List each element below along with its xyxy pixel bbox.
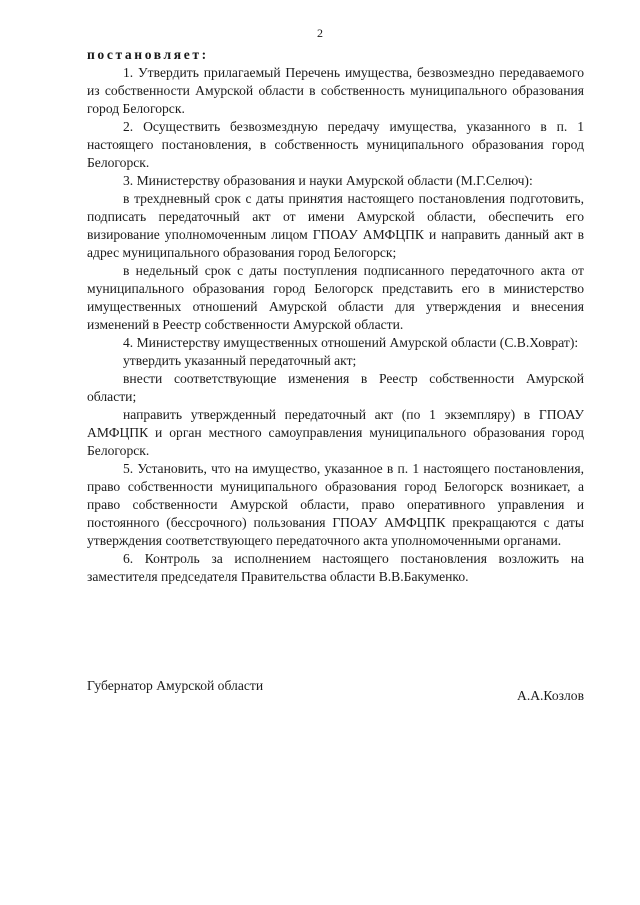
paragraph-4: 4. Министерству имущественных отношений Амурской области (С.В.Ховрат):	[123, 335, 579, 350]
signatory-position: Губернатор Амурской области	[87, 678, 264, 693]
paragraph-2: 2. Осуществить безвозмездную передачу имущества, указанного в п. 1 настоящего постановления, в собственность муниципального образования город Белогорск.	[87, 119, 584, 170]
paragraph-4-item-2: внести соответствующие изменения в Реестр собственности Амурской области;	[87, 371, 584, 404]
paragraph-4-item-3: направить утвержденный передаточный акт (по 1 экземпляру) в ГПОАУ АМФЦПК и орган местного самоуправления муниципального образования город Белогорск.	[87, 407, 584, 458]
paragraph-1: 1. Утвердить прилагаемый Перечень имущества, безвозмездно передаваемого из собственности Амурской области в собственность муниципального образования город Белогорск.	[87, 65, 584, 116]
paragraph-5: 5. Установить, что на имущество, указанное в п. 1 настоящего постановления, право собственности муниципального образования город Белогорск возникает, а право собственности Амурской области, право оперативного управления и постоянного (бессрочного) пользования ГПОАУ АМФЦПК прекращаются с даты утверждения соответствующего передаточного акта уполномоченными органами.	[87, 461, 584, 548]
page-number: 2	[317, 26, 323, 40]
decree-word: постановляет:	[87, 47, 209, 62]
paragraph-3: 3. Министерству образования и науки Амурской области (М.Г.Селюч):	[123, 173, 533, 188]
paragraph-3-item-1: в трехдневный срок с даты принятия настоящего постановления подготовить, подписать передаточный акт от имени Амурской области, обеспечить его визирование уполномоченным лицом ГПОАУ АМФЦПК и направить данный акт в адрес муниципального образования город Белогорск;	[87, 191, 584, 260]
paragraph-4-item-1: утвердить указанный передаточный акт;	[123, 353, 357, 368]
paragraph-6: 6. Контроль за исполнением настоящего постановления возложить на заместителя председателя Правительства области В.В.Бакуменко.	[87, 551, 584, 584]
signatory-name: А.А.Козлов	[517, 688, 584, 703]
paragraph-3-item-2: в недельный срок с даты поступления подписанного передаточного акта от муниципального образования город Белогорск представить его в министерство имущественных отношений Амурской области для утверждения и внесения изменений в Реестр собственности Амурской области.	[87, 263, 584, 332]
document-body	[87, 46, 584, 586]
